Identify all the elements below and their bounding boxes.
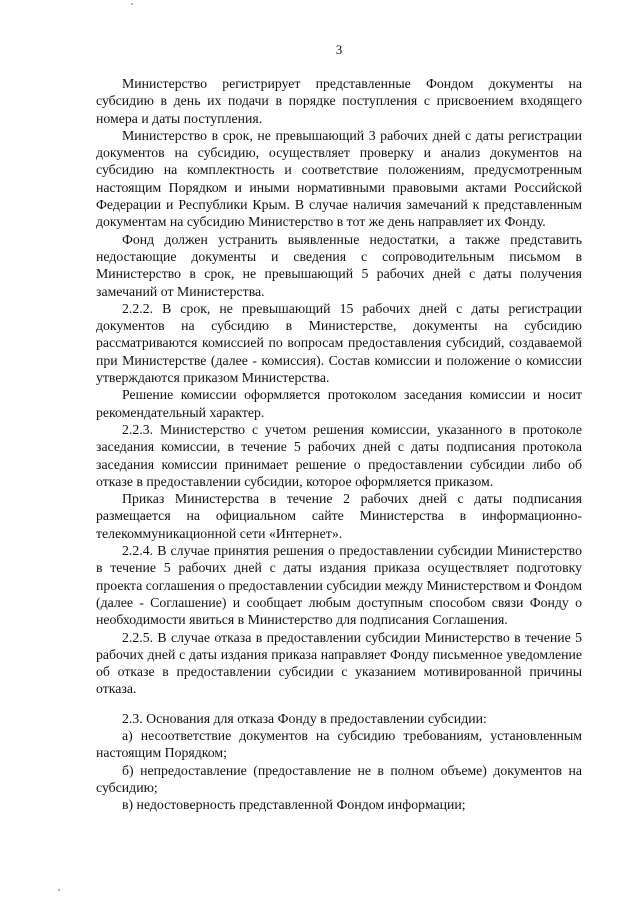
paragraph-fund-corrections: Фонд должен устранить выявленные недостатки, а также представить недостающие документы и сведения с сопроводительным письмом в Министерство в срок, не превышающий 5 рабочих дней с даты получения замечаний от Министерства. [96,231,582,299]
paragraph-commission-decision: Решение комиссии оформляется протоколом заседания комиссии и носит рекомендательный характер. [96,387,582,420]
list-item-b: б) непредоставление (предоставление не в полном объеме) документов на субсидию; [96,762,582,795]
list-item-a: а) несоответствие документов на субсидию требованиям, установленным настоящим Порядком; [96,727,582,761]
scan-speck [131,3,133,5]
scan-speck [58,889,60,891]
paragraph-order-publication: Приказ Министерства в течение 2 рабочих дней с даты подписания размещается на официальном сайте Министерства в информационно-телекоммуникационной сети «Интернет». [96,491,582,541]
page-number: 3 [335,42,343,57]
paragraph-registration: Министерство регистрирует представленные Фондом документы на субсидию в день их подачи в порядке поступления с присвоением входящего номера и даты поступления. [96,76,582,126]
paragraph-2-2-3: 2.2.3. Министерство с учетом решения комиссии, указанного в протоколе заседания комиссии, в течение 5 рабочих дней с даты подписания протокола заседания комиссии принимает решение о предоставлении субсидии либо об отказе в предоставлении субсидии, которое оформляется приказом. [96,421,582,489]
paragraph-2-2-4: 2.2.4. В случае принятия решения о предоставлении субсидии Министерство в течение 5 рабочих дней с даты издания приказа осуществляет подготовку проекта соглашения о предоставлении субсидии между Министерством и Фондом (далее - Соглашение) и сообщает любым доступным способом связи Фонду о необходимости явиться в Министерство для подписания Соглашения. [96,543,582,628]
paragraph-2-2-2: 2.2.2. В срок, не превышающий 15 рабочих дней с даты регистрации документов на субсидию в Министерстве, документы на субсидию рассматриваются комиссией по вопросам предоставления субсидий, создаваемой при Министерстве (далее - комиссия). Состав комиссии и положение о комиссии утверждаются приказом Министерства. [96,300,582,386]
list-item-c: в) недостоверность представленной Фондом информации; [122,797,466,813]
paragraph-2-2-5: 2.2.5. В случае отказа в предоставлении субсидии Министерство в течение 5 рабочих дней с даты издания приказа направляет Фонду письменное уведомление об отказе в предоставлении субсидии с указанием мотивированной причины отказа. [96,629,582,697]
section-gap [96,698,582,710]
paragraph-2-3-heading: 2.3. Основания для отказа Фонду в предоставлении субсидии: [122,710,487,726]
paragraph-review: Министерство в срок, не превышающий 3 рабочих дней с даты регистрации документов на субсидию, осуществляет проверку и анализ документов на субсидию на комплектность и соответствие положениям, предусмотренным настоящим Порядком и иными нормативными правовыми актами Российской Федерации и Республики Крым. В случае наличия замечаний к представленным документам на субсидию Министерство в тот же день направляет их Фонду. [96,127,582,230]
